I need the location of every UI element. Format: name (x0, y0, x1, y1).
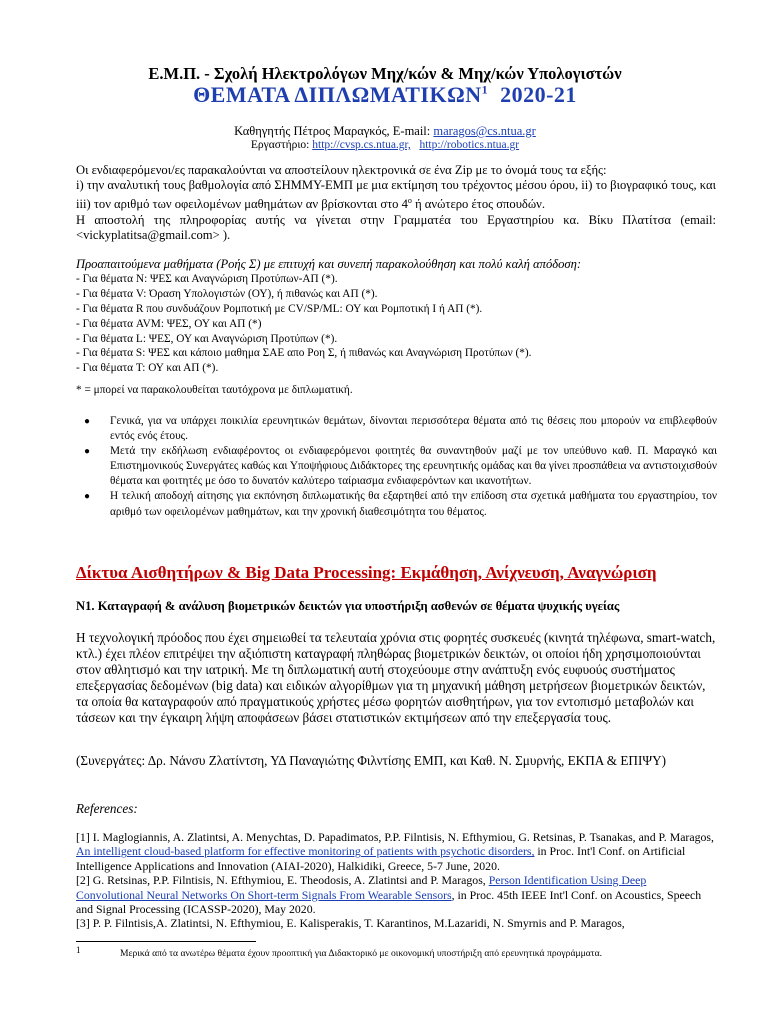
references-heading: References: (76, 801, 138, 816)
bullet-item: ● Γενικά, για να υπάρχει ποικιλία ερευνητικών θεμάτων, δίνονται περισσότερα θέματα από τις θέσεις που μπορούν να επιβλεφθούν εντός ενός έτους. (84, 415, 717, 443)
school-heading: Ε.Μ.Π. - Σχολή Ηλεκτρολόγων Μηχ/κών & Μηχ/κών Υπολογιστών (148, 64, 622, 83)
reference-item: [2] G. Retsinas, P.P. Filntisis, N. Efthymiou, E. Theodosis, A. Zlatintsi and P. Maragos, Person Identification Using Deep Convolutional Neural Networks On Short-term Signals From Wearable Sensors, in Proc. 45th IEEE Int'l Conf. on Acoustics, Speech and Signal Processing (ICASSP-2020), May 2020. (76, 873, 702, 917)
title-year: 2020-21 (500, 82, 577, 107)
footnote (76, 945, 716, 959)
prereq-item: - Για θέματα T: ΟΥ και ΑΠ (*). (76, 362, 219, 375)
bullet-item: ● Μετά την εκδήλωση ενδιαφέροντος οι ενδιαφερόμενοι φοιτητές θα συναντηθούν μαζί με τον υπεύθυνο καθ. Π. Μαραγκό και Επιστημονικούς Συνεργάτες καθώς και Υποψήφιους Διδάκτορες της ερευνητικής ομάδας και θα γίνει προσπάθεια να αντιστοιχισθούν θέματα και φοιτητές με όσο το δυνατόν καλύτερο ταίριασμα ενδιαφερόντων και ικανοτήτων. (84, 445, 717, 488)
prereq-item: - Για θέματα L: ΨΕΣ, ΟΥ και Αναγνώριση Προτύπων (*). (76, 332, 338, 345)
bullet-dot-icon: ● (84, 491, 91, 503)
footnote-marker: 1 (481, 82, 489, 97)
labs-label: Εργαστήριο: (250, 139, 313, 151)
footnote-number: 1 (76, 945, 81, 955)
topic-collaborators: (Συνεργάτες: Δρ. Νάνσυ Ζλατίντση, ΥΔ Παναγιώτης Φιλντίσης ΕΜΠ, και Καθ. Ν. Σμυρνής, ΕΚΠΑ & ΕΠΙΨΥ) (76, 753, 666, 768)
reference-item: [1] I. Maglogiannis, A. Zlatintsi, A. Menychtas, D. Papadimatos, P.P. Filntisis, N. Efthymiou, G. Retsinas, P. Tsanakas, and P. Maragos, An intelligent cloud-based platform for effective monitoring of patients with psychotic disorders, in Proc. Int'l Conf. on Artificial Intelligence Applications and Innovation (AIAI-2020), Halkidiki, Greece, 5-7 June, 2020. (76, 830, 714, 873)
lab-link-robotics[interactable]: http://robotics.ntua.gr (419, 139, 520, 151)
bullet-dot-icon: ● (84, 416, 91, 427)
info-bullets (84, 414, 717, 520)
reference-item: [3] P. P. Filntisis,A. Zlatintsi, N. Efthymiou, E. Kalisperakis, T. Karantinos, M.Lazaridi, N. Smyrnis and P. Maragos, (76, 916, 625, 931)
prerequisites-note: * = μπορεί να παρακολουθείται ταυτόχρονα με διπλωματική. (76, 384, 353, 396)
intro-line-3: Η αποστολή της πληροφορίας αυτής να γίνεται στην Γραμματέα του Εργαστηρίου κα. Βίκυ Πλατίτσα (email: <vickyplatitsa@gmail.com> ). (76, 212, 716, 242)
topic-title: Ν1. Καταγραφή & ανάλυση βιομετρικών δεικτών για υποστήριξη ασθενών σε θέματα ψυχικής υγείας (76, 599, 620, 613)
intro-paragraph (76, 163, 716, 243)
prerequisites-heading: Προαπαιτούμενα μαθήματα (Ροής Σ) με επιτυχή και συνεπή παρακολούθηση και πολύ καλή απόδοση: (76, 257, 582, 271)
topic-body: Η τεχνολογική πρόοδος που έχει σημειωθεί τα τελευταία χρόνια στις φορητές συσκευές (κινητά τηλέφωνα, smart-watch, κτλ.) έχει πλέον επιτρέψει την αξιόπιστη καταγραφή πληθώρας βιομετρικών δεικτών, οι οποίοι ήδη χρησιμοποιούνται στον αθλητισμό και την ιατρική. Με τη διπλωματική αυτή στοχεύουμε στην ανάπτυξη ενός ευφυούς συστήματος επεξεργασίας δεδομένων (big data) και ειδικών αλγορίθμων για τη μηχανική μάθηση μετρήσεων βιομετρικών δεικτών, τα οποία θα καταγραφούν από πραγματικούς χρήστες μέσω φορητών αισθητήρων, για τον εντοπισμό μεταβολών και τάσεων και την έγκαιρη λήψη αποφάσεων βάσει στατιστικών εκτιμήσεων από την επεξεργασία τους. (76, 630, 716, 725)
prereq-item: - Για θέματα S: ΨΕΣ και κάποιο μαθημα ΣΑΕ απο Ροη Σ, ή πιθανώς και Αναγνώριση Προτύπων (*). (76, 347, 532, 360)
professor-line (0, 124, 770, 139)
title-text: ΘΕΜΑΤΑ ΔΙΠΛΩΜΑΤΙΚΩΝ (193, 82, 482, 107)
professor-email-link[interactable]: maragos@cs.ntua.gr (433, 124, 536, 138)
footnote-text: Μερικά από τα ανωτέρω θέματα έχουν προοπτική για Διδακτορικό με οικονομική υποστήριξη από ερευνητικά προγράμματα. (120, 948, 603, 959)
intro-line-2: i) την αναλυτική τους βαθμολογία από ΣΗΜΜΥ-ΕΜΠ με μια εκτίμηση του τρέχοντος μέσου όρου, ii) το βιογραφικό τους, και iii) τον αριθμό των οφειλομένων μαθημάτων αν βρίσκονται στο $4^o$ ή ανώτερο έτος σπουδών. (76, 178, 716, 212)
section-heading: Δίκτυα Αισθητήρων & Big Data Processing: Εκμάθηση, Ανίχνευση, Αναγνώριση (76, 563, 657, 582)
prereq-item: - Για θέματα R που συνδυάζουν Ρομποτική με CV/SP/ML: ΟΥ και Ρομποτική Ι ή ΑΠ (*). (76, 302, 483, 315)
prereq-item: - Για θέματα N: ΨΕΣ και Αναγνώριση Προτύπων-ΑΠ (*). (76, 272, 338, 285)
prerequisites-list (76, 257, 716, 376)
labs-line (0, 139, 770, 151)
footnote-divider (76, 941, 256, 942)
references-list (76, 830, 716, 931)
page-title (0, 82, 770, 108)
prereq-item: - Για θέματα V: Όραση Υπολογιστών (ΟΥ), ή πιθανώς και ΑΠ (*). (76, 287, 378, 300)
intro-line-1: Οι ενδιαφερόμενοι/ες παρακαλούνται να αποστείλουν ηλεκτρονικά σε ένα Zip με το όνομά τους τα εξής: (76, 163, 607, 177)
bullet-dot-icon: ● (84, 446, 91, 458)
reference-link[interactable]: An intelligent cloud-based platform for effective monitoring of patients with psychotic disorders, (76, 844, 535, 859)
reference-link[interactable]: Person Identification Using Deep Convolutional Neural Networks On Short-term Signals From Wearable Sensors (76, 873, 647, 902)
prereq-item: - Για θέματα AVM: ΨΕΣ, ΟΥ και ΑΠ (*) (76, 317, 262, 330)
bullet-item: ● Η τελική αποδοχή αίτησης για εκπόνηση διπλωματικής θα εξαρτηθεί από την επίδοση στα σχετικά μαθήματα του εργαστηρίου, τον αριθμό των οφειλομένων μαθημάτων, και την χρονική διαθεσιμότητα του θέματος. (84, 490, 717, 518)
professor-text: Καθηγητής Πέτρος Μαραγκός, E-mail: (234, 124, 434, 138)
lab-link-cvsp[interactable]: http://cvsp.cs.ntua.gr, (312, 139, 411, 151)
